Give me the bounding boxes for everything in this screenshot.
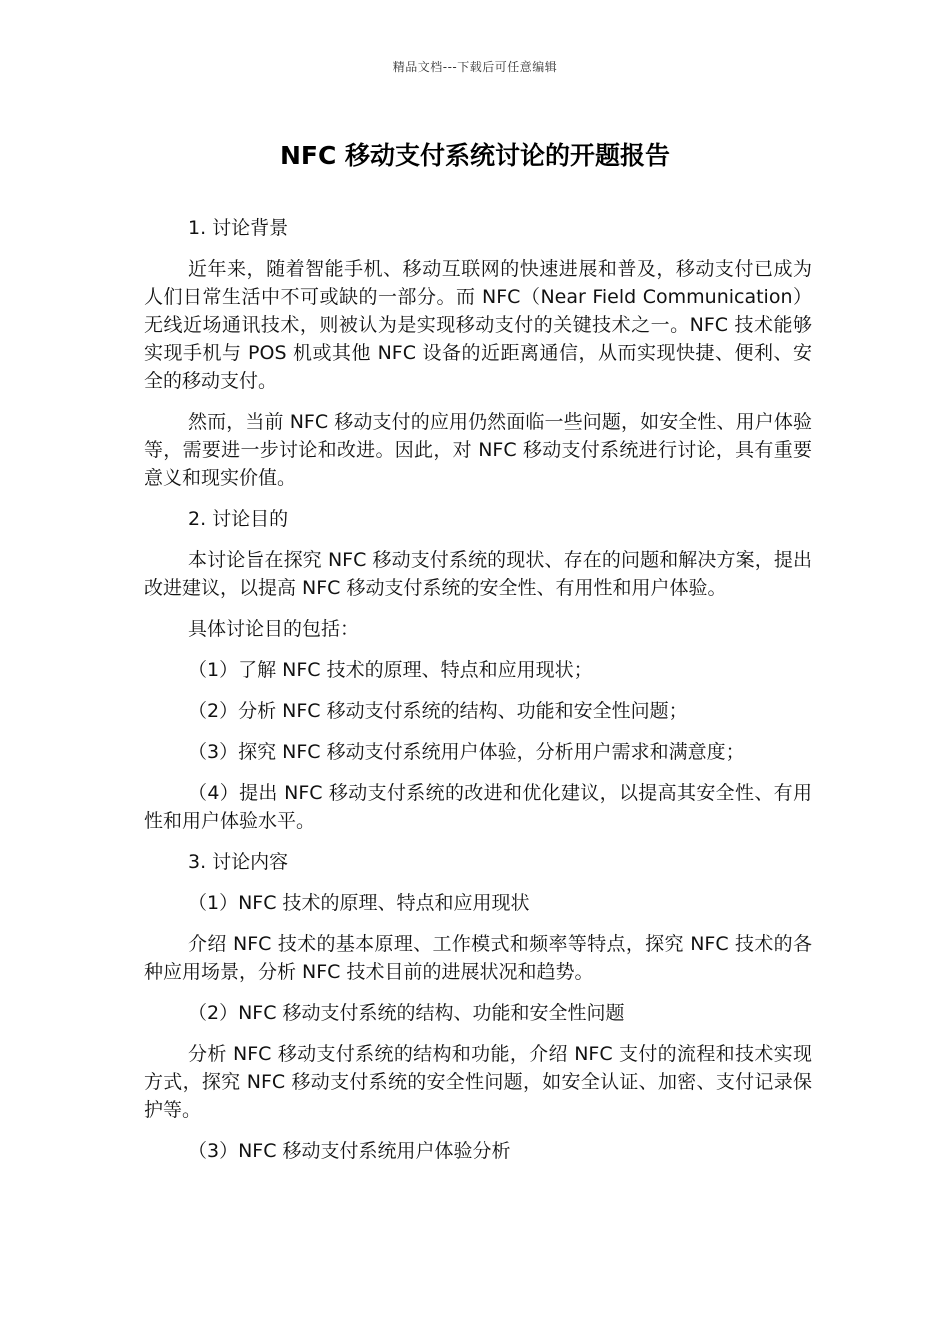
paragraph-purpose-intro: 具体讨论目的包括： [188, 618, 360, 640]
document-title: NFC 移动支付系统讨论的开题报告 [279, 141, 671, 170]
section-heading-background: 1. 讨论背景 [188, 217, 289, 239]
paragraph-background-1: 近年来，随着智能手机、移动互联网的快速进展和普及，移动支付已成为人们日常生活中不可或缺的一部分。而 NFC（Near Field Communication）无线近场通讯技术，则被认为是实现移动支付的关键技术之一。NFC 技术能够实现手机与 POS 机或其他 NFC 设备的近距离通信，从而实现快捷、便利、安全的移动支付。 [144, 258, 812, 392]
purpose-item-2: （2）分析 NFC 移动支付系统的结构、功能和安全性问题； [188, 700, 688, 722]
content-subheading-1: （1）NFC 技术的原理、特点和应用现状 [188, 892, 530, 914]
purpose-item-1: （1）了解 NFC 技术的原理、特点和应用现状； [188, 659, 593, 681]
paragraph-content-1: 介绍 NFC 技术的基本原理、工作模式和频率等特点，探究 NFC 技术的各种应用场景，分析 NFC 技术目前的进展状况和趋势。 [144, 933, 812, 983]
paragraph-background-2: 然而，当前 NFC 移动支付的应用仍然面临一些问题，如安全性、用户体验等，需要进一步讨论和改进。因此，对 NFC 移动支付系统进行讨论，具有重要意义和现实价值。 [144, 411, 812, 489]
purpose-item-4: （4）提出 NFC 移动支付系统的改进和优化建议，以提高其安全性、有用性和用户体验水平。 [144, 782, 812, 832]
paragraph-purpose: 本讨论旨在探究 NFC 移动支付系统的现状、存在的问题和解决方案，提出改进建议，以提高 NFC 移动支付系统的安全性、有用性和用户体验。 [144, 549, 812, 599]
document-body [144, 214, 812, 1178]
purpose-item-3: （3）探究 NFC 移动支付系统用户体验，分析用户需求和满意度； [188, 741, 745, 763]
page-header: 精品文档---下载后可任意编辑 [392, 60, 558, 74]
paragraph-content-2: 分析 NFC 移动支付系统的结构和功能，介绍 NFC 支付的流程和技术实现方式，探究 NFC 移动支付系统的安全性问题，如安全认证、加密、支付记录保护等。 [144, 1043, 812, 1121]
content-subheading-2: （2）NFC 移动支付系统的结构、功能和安全性问题 [188, 1002, 625, 1024]
content-subheading-3: （3）NFC 移动支付系统用户体验分析 [188, 1140, 511, 1162]
section-heading-content: 3. 讨论内容 [188, 851, 289, 873]
section-heading-purpose: 2. 讨论目的 [188, 508, 289, 530]
